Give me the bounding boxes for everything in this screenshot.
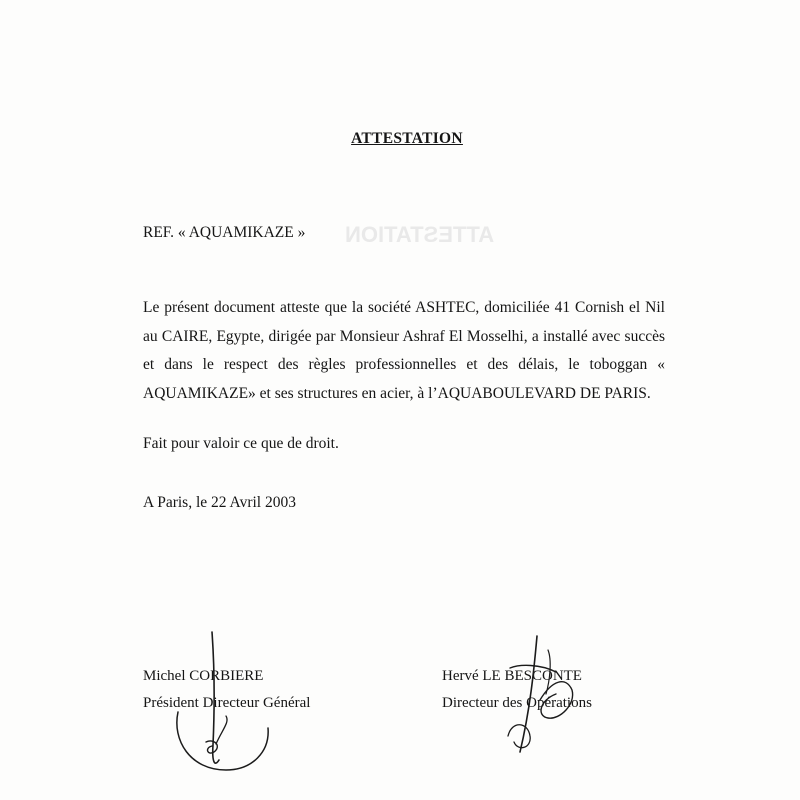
closing-line: Fait pour valoir ce que de droit. <box>143 435 339 452</box>
signatory-left-title: Président Directeur Général <box>143 695 311 711</box>
place-date: A Paris, le 22 Avril 2003 <box>143 494 296 511</box>
signatory-right-name: Hervé LE BESCONTE <box>442 668 582 684</box>
signatory-right <box>442 663 592 717</box>
signatory-right-title: Directeur des Opérations <box>442 695 592 711</box>
reference-line: REF. « AQUAMIKAZE » <box>143 224 306 241</box>
document-title: ATTESTATION <box>351 130 463 147</box>
attestation-body: Le présent document atteste que la société ASHTEC, domiciliée 41 Cornish el Nil au CAIRE, Egypte, dirigée par Monsieur Ashraf El Mosselhi, a installé avec succès et dans le respect des règles professionnelles et des délais, le toboggan « AQUAMIKAZE» et ses structures en acier, à l’AQUABOULEVARD DE PARIS. <box>143 299 665 402</box>
signatory-left <box>143 663 310 717</box>
bleed-through-text: ATTESTATION <box>345 222 495 247</box>
signatory-left-name: Michel CORBIERE <box>143 668 264 684</box>
